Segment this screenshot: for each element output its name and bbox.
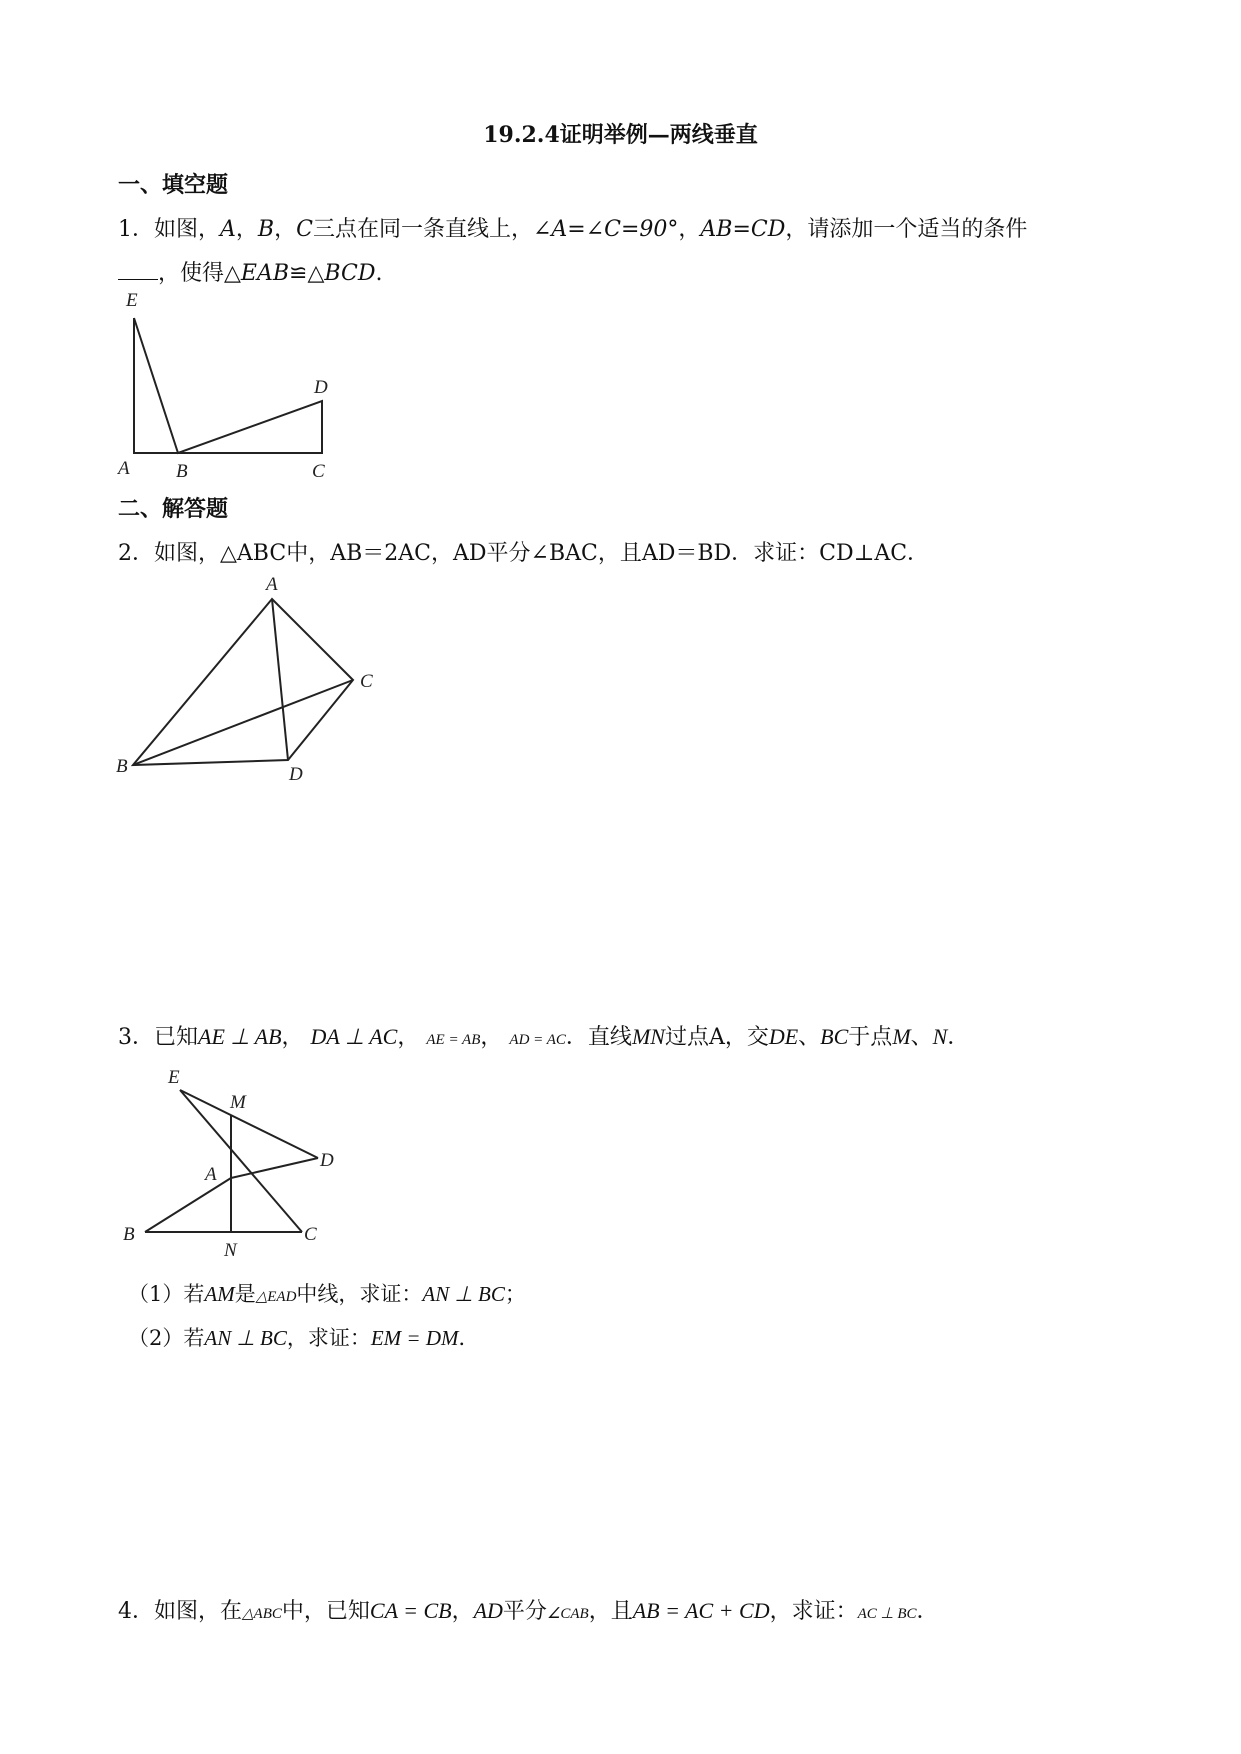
fig3-label-e: E: [168, 1067, 180, 1088]
question-1-line-2: ，使得△EAB≌△BCD.: [118, 256, 382, 287]
fig1-label-e: E: [126, 290, 138, 311]
fig2-label-b: B: [116, 756, 128, 777]
fig1-label-d: D: [314, 377, 328, 398]
question-3-part-2: （2）若AN ⊥ BC，求证：EM = DM．: [128, 1326, 480, 1350]
fig3-label-d: D: [320, 1150, 334, 1171]
fig3-segment-ad: [231, 1158, 318, 1178]
question-3-part-1: （1）若AM是△EAD中线，求证：AN ⊥ BC；: [128, 1282, 526, 1306]
fig1-label-b: B: [176, 461, 188, 482]
question-4-text: 4．如图，在△ABC中，已知CA = CB，AD平分∠CAB，且AB = AC + CD，求证：AC ⊥ BC．: [118, 1598, 939, 1624]
fig2-label-a: A: [266, 574, 278, 595]
question-3-text: 3．已知AE ⊥ AB， DA ⊥ AC， AE = AB， AD = AC．直线MN过点A，交DE、BC于点M、N．: [118, 1024, 970, 1050]
fig1-label-a: A: [118, 458, 130, 479]
fig3-label-a: A: [205, 1164, 217, 1185]
fig3-label-b: B: [123, 1224, 135, 1245]
section-fill-blank-heading: 一、填空题: [118, 172, 229, 198]
page-title: 19.2.4证明举例—两线垂直: [483, 122, 758, 148]
fig3-label-m: M: [230, 1092, 246, 1113]
question-1-line-1: 1．如图，A，B，C三点在同一条直线上，∠A=∠C=90°，AB=CD，请添加一个适当的条件: [118, 217, 1028, 242]
fig2-label-c: C: [360, 671, 373, 692]
fig3-segment-ba: [145, 1178, 231, 1232]
fig2-label-d: D: [289, 764, 303, 785]
fig3-label-c: C: [304, 1224, 317, 1245]
fig3-segment-ed: [180, 1090, 318, 1158]
question-2-text: 2．如图，△ABC中，AB＝2AC，AD平分∠BAC，且AD＝BD．求证：CD⊥AC．: [118, 541, 930, 566]
fig1-label-c: C: [312, 461, 325, 482]
fig3-label-n: N: [224, 1240, 237, 1261]
section-solve-heading: 二、解答题: [118, 496, 229, 522]
